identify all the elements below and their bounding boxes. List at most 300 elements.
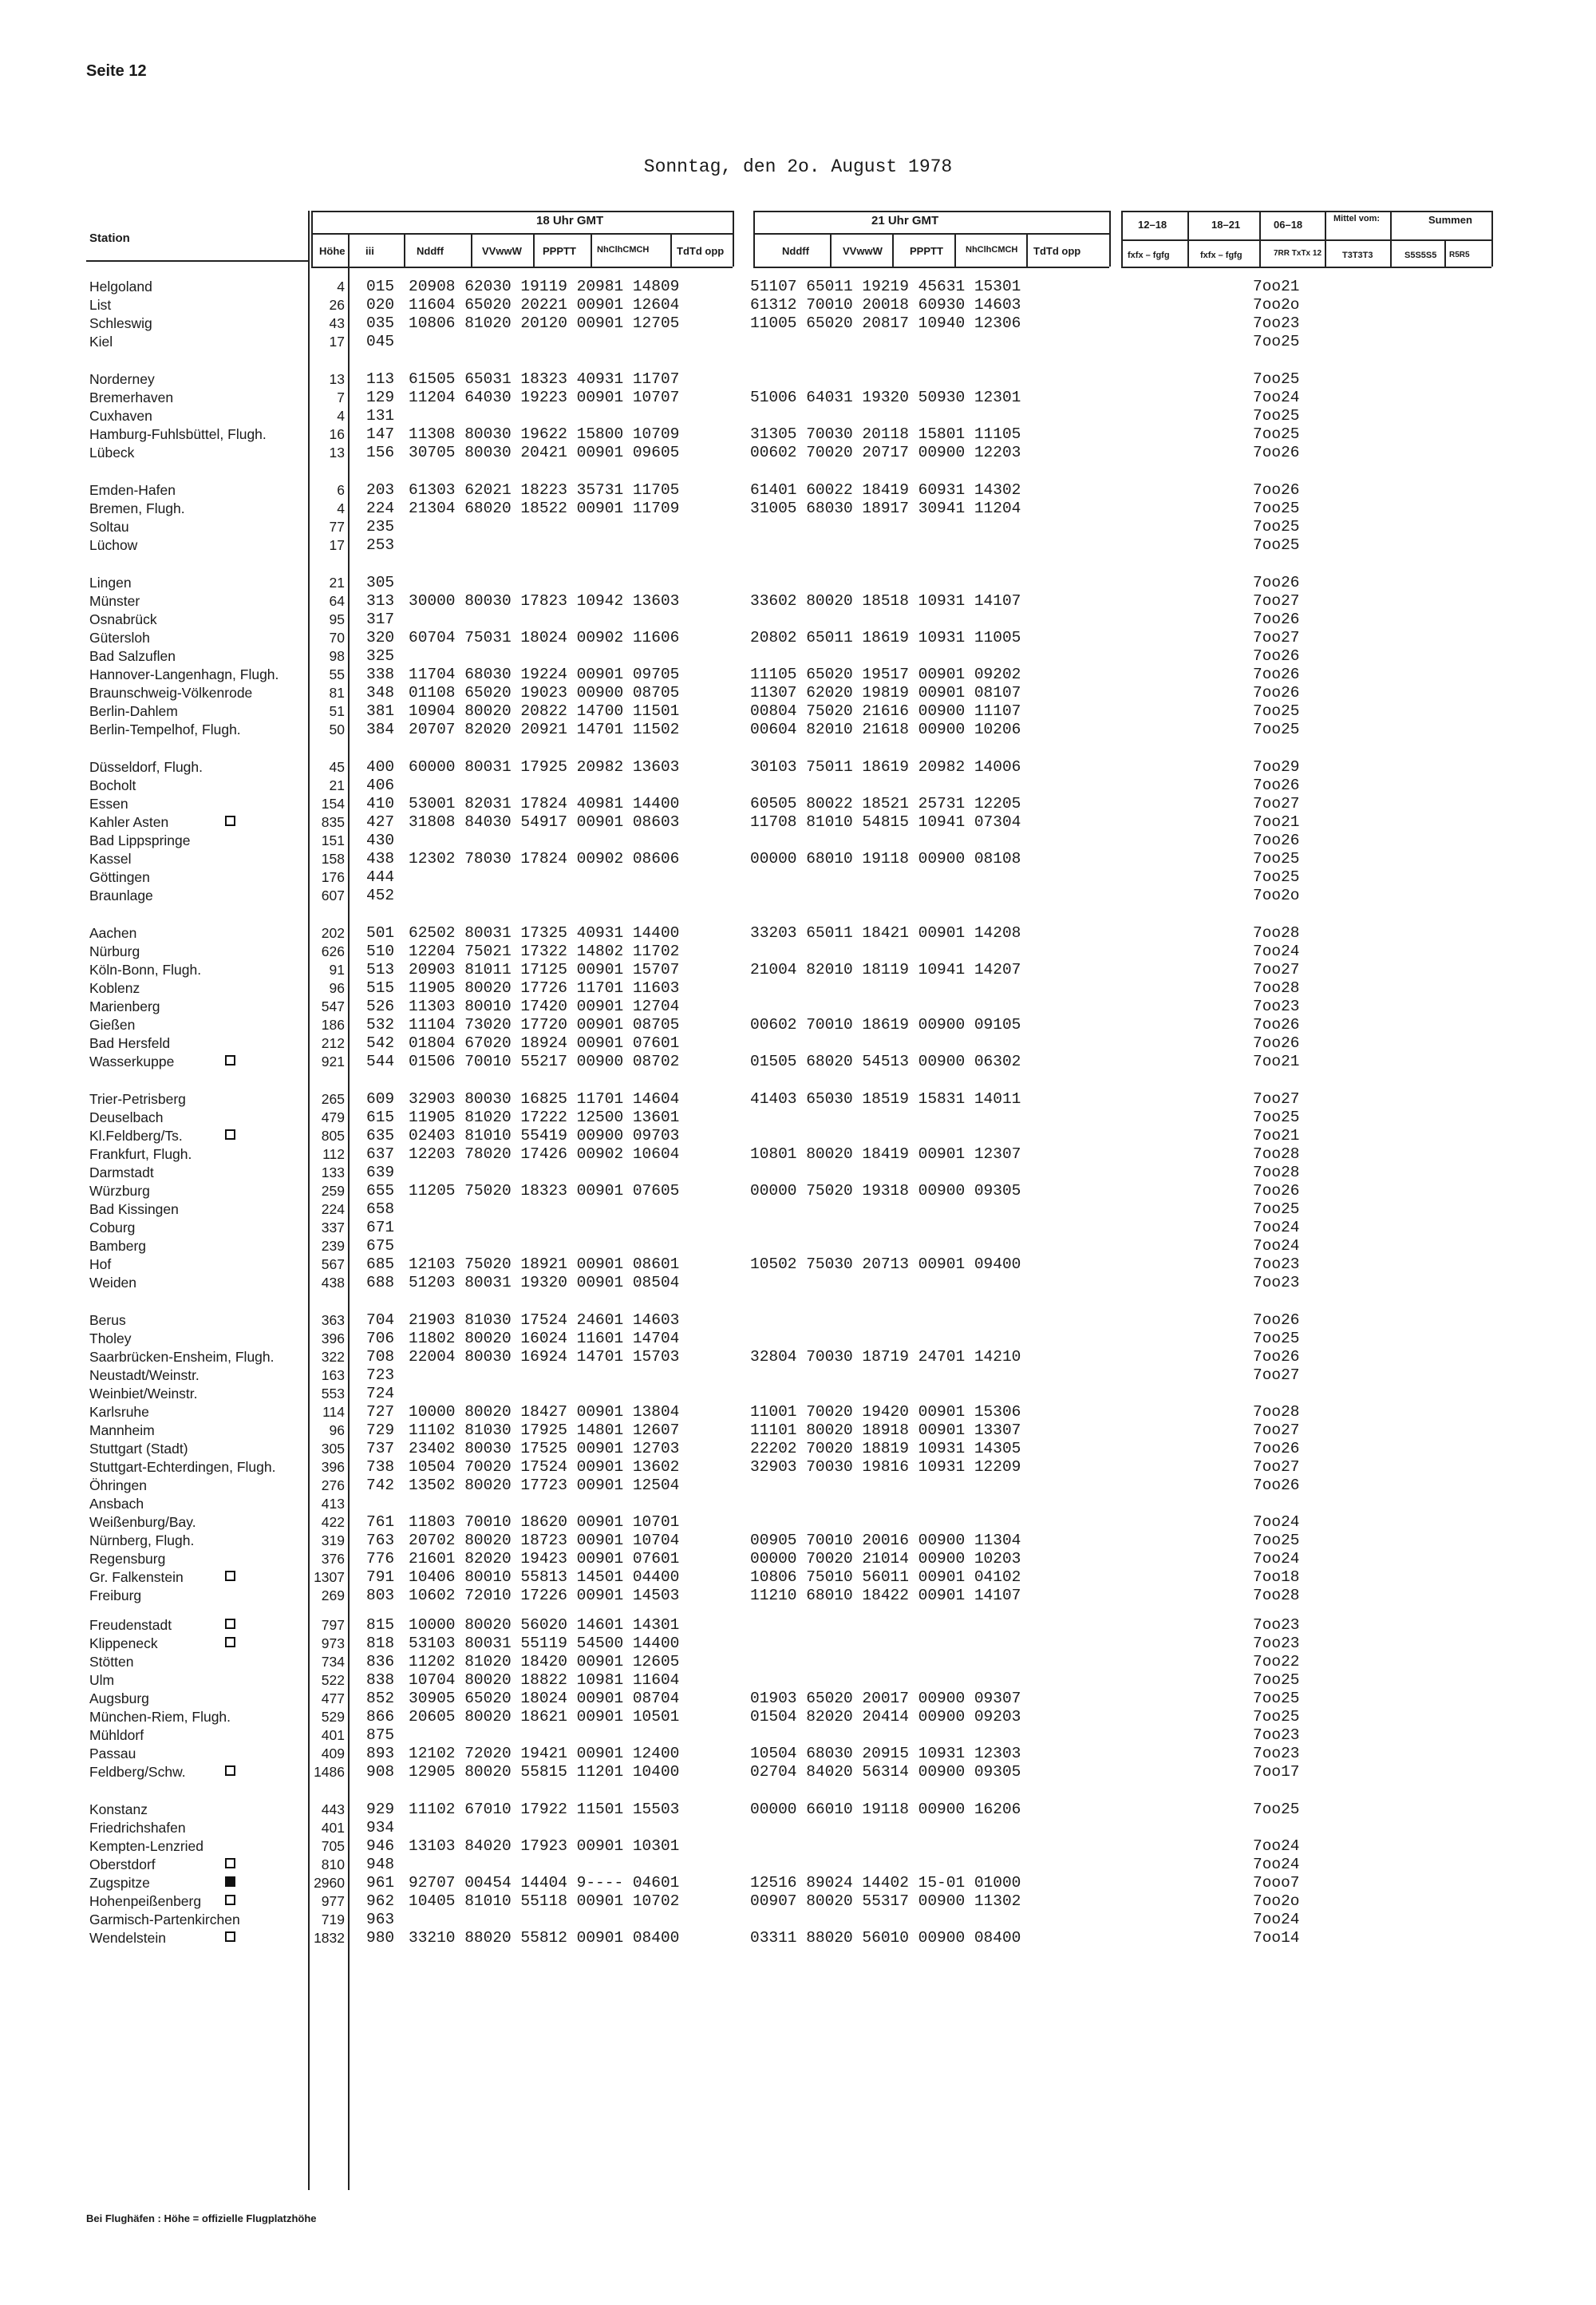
table-row [0,1034,1596,1053]
table-row [0,1801,1596,1819]
station-iii: 852 [366,1690,395,1707]
obs-21-group: 03311 88020 56010 00900 08400 [750,1929,1021,1947]
obs-21-group: 32903 70030 19816 10931 12209 [750,1458,1021,1476]
station-name: Regensburg [89,1551,166,1567]
station-iii: 542 [366,1034,395,1052]
station-iii: 961 [366,1874,395,1892]
station-hoehe: 4 [337,500,345,516]
obs-18-group: 11704 68030 19224 00901 09705 [409,666,680,683]
mittel-value: 7oo26 [1253,444,1300,461]
obs-18-group: 11205 75020 18323 00901 07605 [409,1182,680,1200]
table-row [0,684,1596,702]
table-row [0,979,1596,998]
obs-21-group: 11708 81010 54815 10941 07304 [750,813,1021,831]
header-mittel: Mittel vom: [1333,214,1381,223]
station-iii: 325 [366,647,395,665]
table-row [0,1819,1596,1837]
obs-18-group: 51203 80031 19320 00901 08504 [409,1274,680,1291]
obs-18-group: 20903 81011 17125 00901 15707 [409,961,680,979]
station-hoehe: 396 [321,1330,345,1346]
header-divider [404,233,405,267]
open-square-icon [225,1571,235,1581]
station-hoehe: 734 [321,1654,345,1670]
station-name: Koblenz [89,980,140,996]
obs-21-group: 33203 65011 18421 00901 14208 [750,924,1021,942]
station-name: Essen [89,796,128,812]
obs-18-group: 62502 80031 17325 40931 14400 [409,924,680,942]
station-name: Weinbiet/Weinstr. [89,1386,198,1402]
station-hoehe: 64 [329,593,345,609]
obs-21-group: 11105 65020 19517 00901 09202 [750,666,1021,683]
station-hoehe: 529 [321,1709,345,1725]
mittel-value: 7oo27 [1253,1421,1300,1439]
station-hoehe: 705 [321,1838,345,1854]
station-name: Deuselbach [89,1109,164,1125]
mittel-value: 7oo25 [1253,702,1300,720]
station-name: Stötten [89,1654,134,1670]
mittel-value: 7oo26 [1253,1477,1300,1494]
header-divider [1259,211,1261,267]
station-hoehe: 319 [321,1532,345,1548]
station-iii: 313 [366,592,395,610]
station-name: Garmisch-Partenkirchen [89,1912,240,1927]
station-hoehe: 607 [321,888,345,903]
obs-18-group: 11905 81020 17222 12500 13601 [409,1109,680,1126]
station-name: Coburg [89,1220,136,1236]
header-range-12-18: 12–18 [1138,219,1167,231]
station-iii: 147 [366,425,395,443]
mittel-value: 7oo25 [1253,1708,1300,1726]
station-iii: 963 [366,1911,395,1928]
obs-18-group: 12203 78020 17426 00902 10604 [409,1145,680,1163]
table-row [0,1330,1596,1348]
mittel-value: 7oo29 [1253,758,1300,776]
obs-18-group: 01108 65020 19023 00900 08705 [409,684,680,702]
table-row [0,1385,1596,1403]
station-hoehe: 95 [329,611,345,627]
mittel-value: 7oo27 [1253,1366,1300,1384]
table-row [0,1348,1596,1366]
obs-18-group: 11102 67010 17922 11501 15503 [409,1801,680,1818]
header-divider [670,233,672,267]
obs-21-group: 33602 80020 18518 10931 14107 [750,592,1021,610]
table-row [0,721,1596,739]
obs-18-group: 10904 80020 20822 14700 11501 [409,702,680,720]
mittel-value: 7oo26 [1253,574,1300,591]
table-row [0,943,1596,961]
header-18-col-2: VVwwW [482,245,522,257]
header-hoehe: Höhe [319,245,346,257]
station-iii: 338 [366,666,395,683]
mittel-value: 7oo25 [1253,1200,1300,1218]
station-iii: 637 [366,1145,395,1163]
table-row [0,333,1596,351]
header-divider [1444,239,1446,267]
station-iii: 929 [366,1801,395,1818]
mittel-value: 7oo21 [1253,1053,1300,1070]
mittel-value: 7oo25 [1253,721,1300,738]
obs-18-group: 11204 64030 19223 00901 10707 [409,389,680,406]
station-hoehe: 305 [321,1441,345,1457]
station-name: Frankfurt, Flugh. [89,1146,192,1162]
station-hoehe: 77 [329,519,345,535]
obs-18-group: 11102 81030 17925 14801 12607 [409,1421,680,1439]
station-name: Kl.Feldberg/Ts. [89,1128,183,1144]
station-iii: 688 [366,1274,395,1291]
header-station: Station [89,231,130,245]
obs-18-group: 21304 68020 18522 00901 11709 [409,500,680,517]
station-iii: 671 [366,1219,395,1236]
obs-21-group: 41403 65030 18519 15831 14011 [750,1090,1021,1108]
mittel-value: 7oo26 [1253,1348,1300,1366]
station-name: Soltau [89,519,129,535]
open-square-icon [225,1637,235,1647]
station-iii: 045 [366,333,395,350]
station-name: Hamburg-Fuhlsbüttel, Flugh. [89,426,267,442]
station-hoehe: 212 [321,1035,345,1051]
mittel-value: 7oo24 [1253,943,1300,960]
station-hoehe: 151 [321,832,345,848]
station-iii: 724 [366,1385,395,1402]
station-hoehe: 265 [321,1091,345,1107]
footnote: Bei Flughäfen : Höhe = offizielle Flugplatzhöhe [86,2212,317,2224]
station-hoehe: 973 [321,1635,345,1651]
station-name: Weiden [89,1275,137,1291]
station-iii: 317 [366,611,395,628]
mittel-value: 7oo28 [1253,1164,1300,1181]
mittel-value: 7oo26 [1253,832,1300,849]
mittel-value: 7oo23 [1253,1255,1300,1273]
mittel-value: 7oo24 [1253,1219,1300,1236]
header-divider [954,233,956,267]
table-row [0,1550,1596,1568]
obs-18-group: 11202 81020 18420 00901 12605 [409,1653,680,1670]
station-name: Berus [89,1312,126,1328]
mittel-value: 7oo24 [1253,1911,1300,1928]
obs-18-group: 11104 73020 17720 00901 08705 [409,1016,680,1034]
station-name: Hannover-Langenhagn, Flugh. [89,666,279,682]
mittel-value: 7ooo7 [1253,1874,1300,1892]
table-row [0,1403,1596,1421]
station-name: Bocholt [89,777,136,793]
table-row [0,702,1596,721]
station-name: Trier-Petrisberg [89,1091,186,1107]
obs-18-group: 33210 88020 55812 00901 08400 [409,1929,680,1947]
table-row [0,1635,1596,1653]
station-iii: 513 [366,961,395,979]
mittel-value: 7oo25 [1253,1109,1300,1126]
mittel-value: 7oo26 [1253,1182,1300,1200]
station-name: Konstanz [89,1801,148,1817]
obs-18-group: 10405 81010 55118 00901 10702 [409,1892,680,1910]
obs-21-group: 02704 84020 56314 00900 09305 [750,1763,1021,1781]
obs-18-group: 20702 80020 18723 00901 10704 [409,1532,680,1549]
station-name: Freiburg [89,1587,142,1603]
filled-square-icon [225,1876,235,1887]
obs-18-group: 21601 82020 19423 00901 07601 [409,1550,680,1568]
station-iii: 866 [366,1708,395,1726]
station-iii: 515 [366,979,395,997]
header-range-06-18: 06–18 [1274,219,1303,231]
mittel-value: 7oo26 [1253,1311,1300,1329]
obs-18-group: 12905 80020 55815 11201 10400 [409,1763,680,1781]
station-name: Nürburg [89,943,140,959]
obs-21-group: 00905 70010 20016 00900 11304 [750,1532,1021,1549]
station-name: Stuttgart-Echterdingen, Flugh. [89,1459,276,1475]
mittel-value: 7oo24 [1253,1837,1300,1855]
station-hoehe: 1486 [314,1764,345,1780]
station-iii: 962 [366,1892,395,1910]
obs-21-group: 00000 66010 19118 00900 16206 [750,1801,1021,1818]
station-iii: 742 [366,1477,395,1494]
table-row [0,592,1596,611]
obs-18-group: 60000 80031 17925 20982 13603 [409,758,680,776]
station-hoehe: 337 [321,1220,345,1236]
station-hoehe: 396 [321,1459,345,1475]
mittel-value: 7oo25 [1253,536,1300,554]
obs-21-group: 10801 80020 18419 00901 12307 [750,1145,1021,1163]
mittel-value: 7oo26 [1253,1016,1300,1034]
station-hoehe: 17 [329,537,345,553]
mittel-value: 7oo25 [1253,500,1300,517]
obs-21-group: 22202 70020 18819 10931 14305 [750,1440,1021,1457]
mittel-value: 7oo27 [1253,629,1300,646]
mittel-value: 7oo25 [1253,425,1300,443]
station-hoehe: 154 [321,796,345,812]
header-divider [1109,211,1111,267]
station-name: Lübeck [89,445,135,461]
station-hoehe: 4 [337,408,345,424]
obs-18-group: 32903 80030 16825 11701 14604 [409,1090,680,1108]
obs-21-group: 10806 75010 56011 00901 04102 [750,1568,1021,1586]
station-name: Köln-Bonn, Flugh. [89,962,202,978]
station-name: Bad Salzuflen [89,648,176,664]
station-iii: 438 [366,850,395,868]
station-name: Emden-Hafen [89,482,176,498]
station-hoehe: 921 [321,1054,345,1069]
station-name: Lüchow [89,537,138,553]
mittel-value: 7oo25 [1253,1532,1300,1549]
mittel-value: 7oo18 [1253,1568,1300,1586]
header-rule [311,233,733,235]
mittel-value: 7oo21 [1253,278,1300,295]
mittel-value: 7oo14 [1253,1929,1300,1947]
station-iii: 803 [366,1587,395,1604]
station-name: Mannheim [89,1422,155,1438]
station-hoehe: 45 [329,759,345,775]
table-row [0,887,1596,905]
station-hoehe: 401 [321,1820,345,1836]
station-hoehe: 522 [321,1672,345,1688]
station-name: Ansbach [89,1496,144,1512]
station-hoehe: 112 [322,1146,345,1162]
open-square-icon [225,1765,235,1776]
station-hoehe: 805 [321,1128,345,1144]
header-rule [753,233,1109,235]
station-name: Braunschweig-Völkenrode [89,685,253,701]
table-row [0,278,1596,296]
header-18-col-4: NhClhCMCH [597,245,650,255]
mittel-value: 7oo26 [1253,1440,1300,1457]
station-name: Gießen [89,1017,136,1033]
station-name: Weißenburg/Bay. [89,1514,196,1530]
obs-21-group: 00602 70020 20717 00900 12203 [750,444,1021,461]
station-iii: 948 [366,1856,395,1873]
mittel-value: 7oo28 [1253,1587,1300,1604]
station-iii: 156 [366,444,395,461]
obs-21-group: 00000 75020 19318 00900 09305 [750,1182,1021,1200]
obs-21-group: 00804 75020 21616 00900 11107 [750,702,1021,720]
station-hoehe: 797 [321,1617,345,1633]
header-divider [311,211,313,267]
station-iii: 381 [366,702,395,720]
station-name: Passau [89,1746,136,1761]
station-hoehe: 322 [321,1349,345,1365]
header-divider [1026,233,1028,267]
station-name: Osnabrück [89,611,157,627]
table-row [0,1311,1596,1330]
table-row [0,1237,1596,1255]
obs-21-group: 11001 70020 19420 00901 15306 [750,1403,1021,1421]
station-iii: 815 [366,1616,395,1634]
station-iii: 737 [366,1440,395,1457]
obs-21-group: 00604 82010 21618 00900 10206 [750,721,1021,738]
station-hoehe: 2960 [314,1875,345,1891]
mittel-value: 7oo24 [1253,1513,1300,1531]
station-iii: 510 [366,943,395,960]
table-row [0,813,1596,832]
header-divider [830,233,832,267]
station-iii: 253 [366,536,395,554]
station-hoehe: 413 [321,1496,345,1512]
table-row [0,1182,1596,1200]
station-name: Hof [89,1256,112,1272]
table-row [0,795,1596,813]
page-title: Sonntag, den 2o. August 1978 [643,156,953,177]
station-name: Nürnberg, Flugh. [89,1532,195,1548]
station-hoehe: 7 [337,389,345,405]
station-iii: 838 [366,1671,395,1689]
station-name: Oberstdorf [89,1856,156,1872]
mittel-value: 7oo25 [1253,1690,1300,1707]
header-18-col-1: Nddff [417,245,444,257]
station-iii: 305 [366,574,395,591]
obs-18-group: 10000 80020 18427 00901 13804 [409,1403,680,1421]
station-name: Bad Hersfeld [89,1035,171,1051]
mittel-value: 7oo17 [1253,1763,1300,1781]
station-hoehe: 114 [322,1404,345,1420]
obs-21-group: 00907 80020 55317 00900 11302 [750,1892,1021,1910]
mittel-value: 7oo26 [1253,684,1300,702]
station-hoehe: 269 [321,1587,345,1603]
station-iii: 791 [366,1568,395,1586]
station-iii: 203 [366,481,395,499]
header-summen: Summen [1428,214,1472,226]
obs-21-group: 51006 64031 19320 50930 12301 [750,389,1021,406]
station-hoehe: 259 [321,1183,345,1199]
header-divider [591,233,592,267]
obs-21-group: 10504 68030 20915 10931 12303 [750,1745,1021,1762]
station-hoehe: 443 [321,1801,345,1817]
header-divider [533,233,535,267]
station-iii: 763 [366,1532,395,1549]
station-iii: 946 [366,1837,395,1855]
obs-18-group: 10000 80020 56020 14601 14301 [409,1616,680,1634]
table-row [0,666,1596,684]
obs-18-group: 31808 84030 54917 00901 08603 [409,813,680,831]
station-iii: 400 [366,758,395,776]
table-row [0,444,1596,462]
station-iii: 729 [366,1421,395,1439]
obs-18-group: 12103 75020 18921 00901 08601 [409,1255,680,1273]
station-iii: 706 [366,1330,395,1347]
station-iii: 908 [366,1763,395,1781]
station-hoehe: 81 [329,685,345,701]
table-row [0,961,1596,979]
station-hoehe: 158 [321,851,345,867]
station-iii: 836 [366,1653,395,1670]
mittel-value: 7oo25 [1253,518,1300,536]
station-hoehe: 977 [321,1893,345,1909]
obs-18-group: 12204 75021 17322 14802 11702 [409,943,680,960]
station-hoehe: 133 [321,1164,345,1180]
table-row [0,1616,1596,1635]
table-row [0,314,1596,333]
station-hoehe: 21 [329,777,345,793]
table-row [0,1145,1596,1164]
station-name: Stuttgart (Stadt) [89,1441,188,1457]
obs-18-group: 53001 82031 17824 40981 14400 [409,795,680,812]
obs-18-group: 30705 80030 20421 00901 09605 [409,444,680,461]
station-hoehe: 176 [321,869,345,885]
station-iii: 113 [366,370,395,388]
station-name: München-Riem, Flugh. [89,1709,231,1725]
table-row [0,868,1596,887]
mittel-value: 7oo27 [1253,795,1300,812]
table-row [0,1690,1596,1708]
header-iii: iii [365,245,374,257]
mittel-value: 7oo24 [1253,1856,1300,1873]
obs-18-group: 10406 80010 55813 14501 04400 [409,1568,680,1586]
table-row [0,1219,1596,1237]
station-hoehe: 21 [329,575,345,591]
obs-18-group: 61303 62021 18223 35731 11705 [409,481,680,499]
station-hoehe: 4 [337,279,345,295]
station-name: Würzburg [89,1183,150,1199]
station-iii: 406 [366,777,395,794]
page-number: Seite 12 [86,62,147,80]
obs-18-group: 30905 65020 18024 00901 08704 [409,1690,680,1707]
table-row [0,1532,1596,1550]
station-name: Schleswig [89,315,152,331]
station-hoehe: 202 [321,925,345,941]
table-row [0,1495,1596,1513]
mittel-value: 7oo26 [1253,1034,1300,1052]
station-iii: 444 [366,868,395,886]
header-21-col-5: TdTd opp [1033,245,1081,257]
station-iii: 131 [366,407,395,425]
station-hoehe: 835 [321,814,345,830]
header-rule [311,267,733,268]
station-name: Münster [89,593,140,609]
station-name: Cuxhaven [89,408,152,424]
table-row [0,1911,1596,1929]
open-square-icon [225,1858,235,1868]
obs-18-group: 11905 80020 17726 11701 11603 [409,979,680,997]
station-iii: 544 [366,1053,395,1070]
header-21-col-1: Nddff [782,245,809,257]
table-row [0,924,1596,943]
